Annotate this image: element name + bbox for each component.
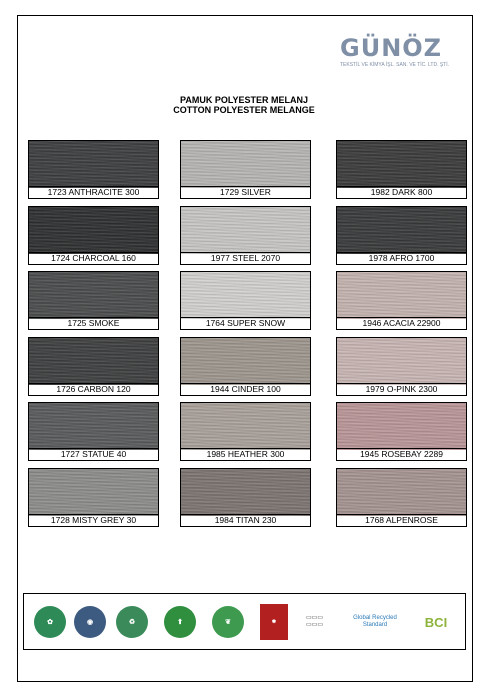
swatch-label: 1982 DARK 800	[337, 186, 466, 198]
certification-bar	[23, 593, 466, 650]
title-turkish: PAMUK POLYESTER MELANJ	[179, 95, 309, 105]
swatch-thread-image	[337, 272, 466, 319]
color-swatch	[28, 271, 159, 330]
swatch-thread-image	[181, 207, 310, 254]
cotton-made-in-africa-cert	[260, 604, 288, 640]
rws-icon: ◉	[74, 606, 106, 638]
swatch-thread-image	[181, 272, 310, 319]
swatch-label: 1979 O-PINK 2300	[337, 383, 466, 395]
color-swatch	[28, 402, 159, 461]
swatch-label: 1764 SUPER SNOW	[181, 317, 310, 329]
organic-100-cert	[34, 604, 66, 640]
brand-logo	[340, 34, 450, 68]
swatch-label: 1725 SMOKE	[29, 317, 158, 329]
swatch-thread-image	[337, 469, 466, 516]
color-swatch	[28, 337, 159, 396]
swatch-label: 1768 ALPENROSE	[337, 514, 466, 526]
swatch-thread-image	[181, 141, 310, 188]
swatch-label: 1985 HEATHER 300	[181, 448, 310, 460]
swatch-label: 1978 AFRO 1700	[337, 252, 466, 264]
oeko-tex-icon: ▭▭▭ ▭▭▭	[306, 615, 324, 628]
swatch-thread-image	[181, 403, 310, 450]
organic-blended-icon: ❦	[212, 606, 244, 638]
brand-subtitle: TEKSTİL VE KİMYA İŞL. SAN. VE TİC. LTD. ŞTİ.	[340, 62, 450, 68]
swatch-thread-image	[337, 141, 466, 188]
swatch-label: 1944 CINDER 100	[181, 383, 310, 395]
color-swatch	[336, 337, 467, 396]
rws-cert	[74, 604, 106, 640]
color-swatch	[336, 271, 467, 330]
color-swatch	[28, 468, 159, 527]
swatch-label: 1945 ROSEBAY 2289	[337, 448, 466, 460]
swatch-thread-image	[337, 207, 466, 254]
color-swatch	[180, 402, 311, 461]
color-swatch	[180, 337, 311, 396]
color-swatch	[336, 402, 467, 461]
recycled-blended-icon: ♻	[116, 606, 148, 638]
oeko-tex-cert	[306, 604, 323, 640]
swatch-thread-image	[29, 403, 158, 450]
color-swatch	[180, 206, 311, 265]
recycled-blended-cert	[116, 604, 148, 640]
bci-icon: BCI	[424, 614, 448, 630]
swatch-label: 1946 ACACIA 22900	[337, 317, 466, 329]
swatch-label: 1724 CHARCOAL 160	[29, 252, 158, 264]
cotton-made-in-africa-icon: ✽	[260, 604, 288, 640]
gots-icon: ⬆	[164, 606, 196, 638]
swatch-label: 1729 SILVER	[181, 186, 310, 198]
organic-100-icon: ✿	[34, 606, 66, 638]
swatch-label: 1727 STATUE 40	[29, 448, 158, 460]
color-swatch	[28, 140, 159, 199]
grs-cert	[344, 604, 406, 640]
swatch-thread-image	[181, 338, 310, 385]
swatch-label: 1977 STEEL 2070	[181, 252, 310, 264]
swatch-label: 1984 TITAN 230	[181, 514, 310, 526]
color-swatch	[336, 140, 467, 199]
global-recycled-standard-icon: Global Recycled Standard	[353, 615, 397, 628]
color-swatch	[336, 468, 467, 527]
swatch-label: 1723 ANTHRACITE 300	[29, 186, 158, 198]
swatch-thread-image	[29, 141, 158, 188]
gots-cert	[164, 604, 196, 640]
swatch-label: 1726 CARBON 120	[29, 383, 158, 395]
swatch-thread-image	[29, 272, 158, 319]
color-swatch	[180, 140, 311, 199]
color-swatch	[28, 206, 159, 265]
swatch-label: 1728 MISTY GREY 30	[29, 514, 158, 526]
swatch-thread-image	[29, 207, 158, 254]
bci-cert	[414, 604, 458, 640]
color-swatch	[180, 271, 311, 330]
title-english: COTTON POLYESTER MELANGE	[173, 105, 315, 115]
swatch-thread-image	[29, 338, 158, 385]
swatch-thread-image	[29, 469, 158, 516]
swatch-thread-image	[181, 469, 310, 516]
organic-blended-cert	[212, 604, 244, 640]
swatch-thread-image	[337, 338, 466, 385]
color-swatch	[180, 468, 311, 527]
color-swatch	[336, 206, 467, 265]
brand-name: GÜNÖZ	[340, 34, 443, 62]
swatch-thread-image	[337, 403, 466, 450]
